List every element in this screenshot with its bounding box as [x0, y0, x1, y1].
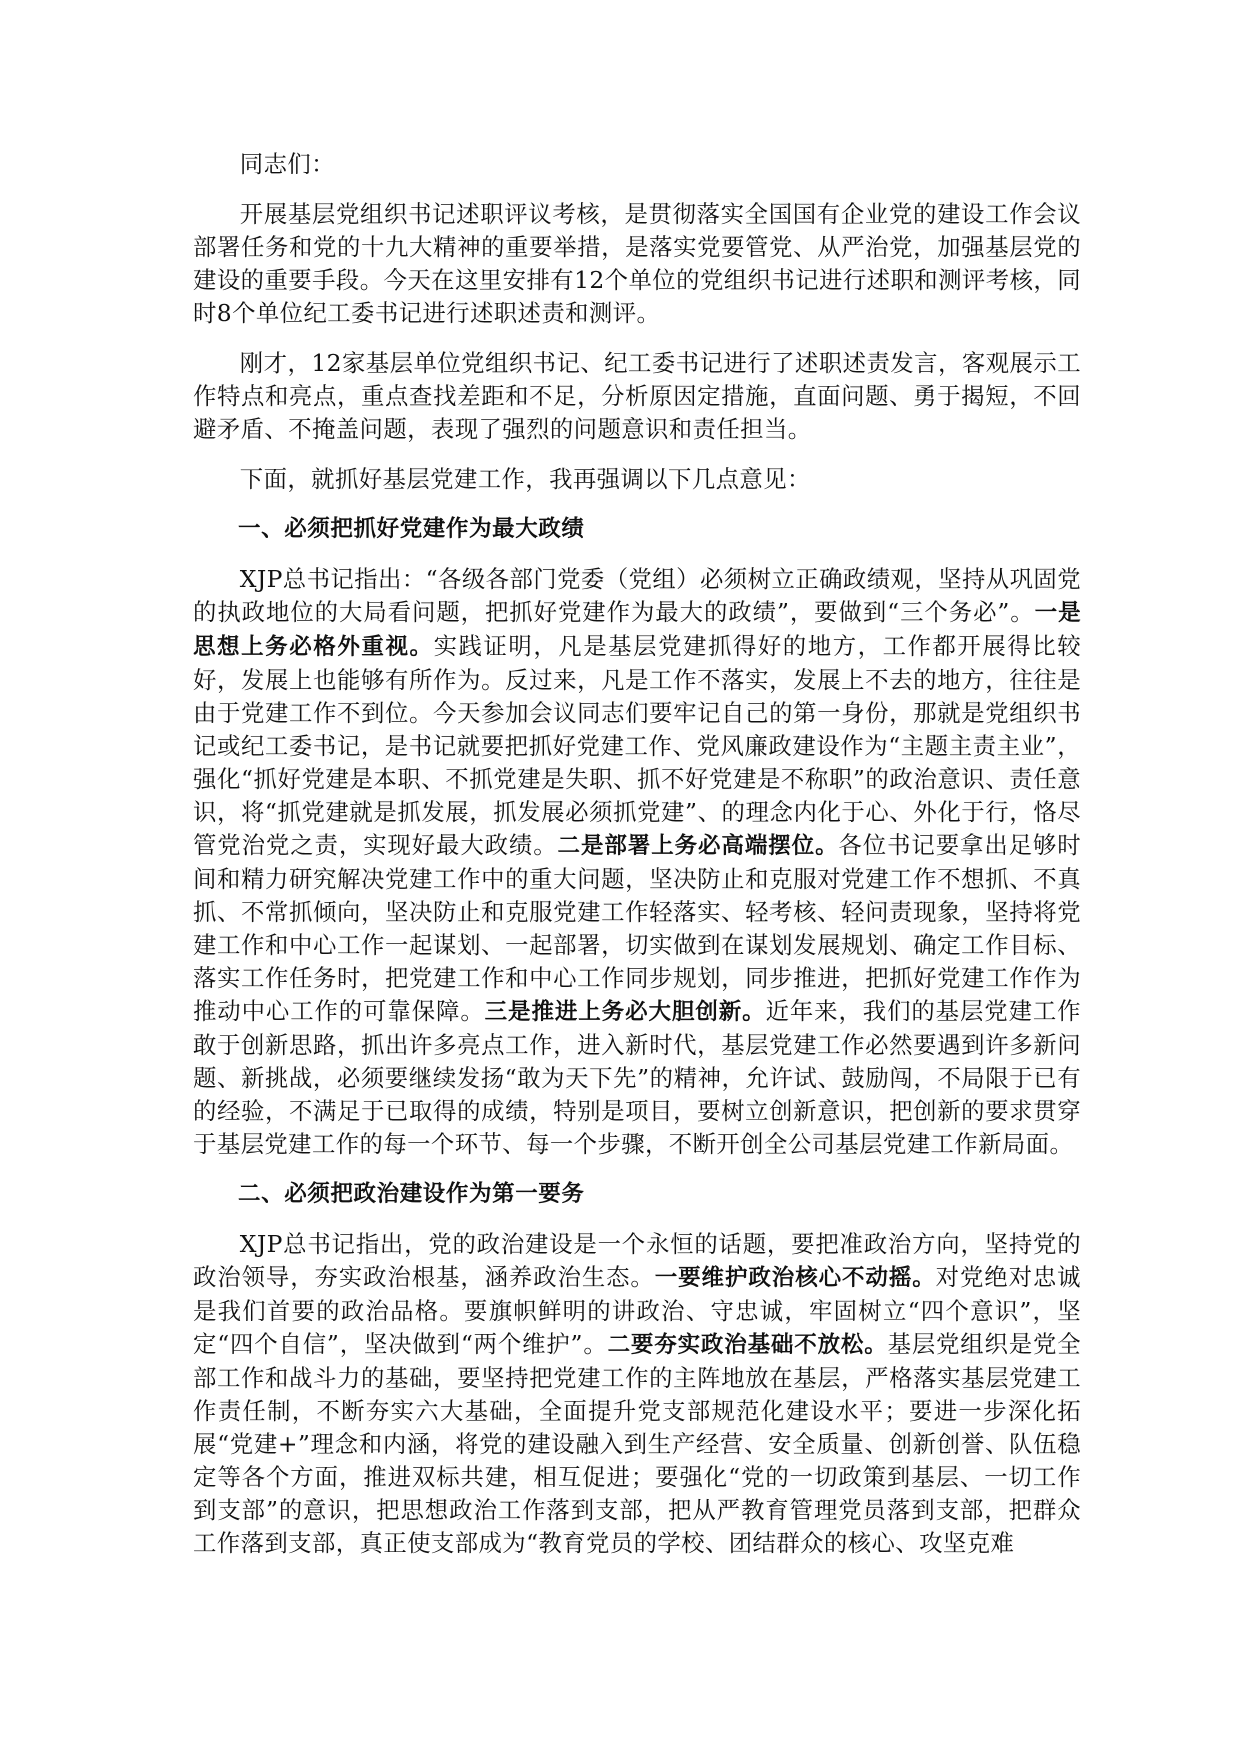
intro-paragraph-1: 开展基层党组织书记述职评议考核，是贯彻落实全国国有企业党的建设工作会议部署任务和党的十九大精神的重要举措，是落实党要管党、从严治党，加强基层党的建设的重要手段。今天在这里安排有12个单位的党组织书记进行述职和测评考核，同时8个单位纪工委书记进行述职述责和测评。 — [193, 200, 1081, 327]
section-1-text-4: 近年来，我们的基层党建工作敢于创新思路，抓出许多亮点工作，进入新时代，基层党建工作必然要遇到许多新问题、新挑战，必须要继续发扬“敢为天下先”的精神，允许试、鼓励闯，不局限于已有的经验，不满足于已取得的成绩，特别是项目，要树立创新意识，把创新的要求贯穿于基层党建工作的每一个环节、每一个步骤，不断开创全公司基层党建工作新局面。 — [193, 997, 1081, 1158]
section-2-text-2: 对党绝对忠诚是我们首要的政治品格。要旗帜鲜明的讲政治、守忠诚，牢固树立“四个意识”，坚定“四个自信”，坚决做到“两个维护”。 — [193, 1263, 1081, 1358]
section-2-heading: 二、必须把政治建设作为第一要务 — [238, 1181, 585, 1207]
section-1-point-2: 二是部署上务必高端摆位。 — [557, 833, 839, 859]
section-2-text-3: 基层党组织是党全部工作和战斗力的基础，要坚持把党建工作的主阵地放在基层，严格落实基层党建工作责任制，不断夯实六大基础，全面提升党支部规范化建设水平；要进一步深化拓展“党建+”理念和内涵，将党的建设融入到生产经营、安全质量、创新创誉、队伍稳定等各个方面，推进双标共建，相互促进；要强化“党的一切政策到基层、一切工作到支部”的意识，把思想政治工作落到支部，把从严教育管理党员落到支部，把群众工作落到支部，真正使支部成为“教育党员的学校、团结群众的核心、攻坚克难 — [193, 1330, 1081, 1557]
section-1-point-3: 三是推进上务必大胆创新。 — [484, 999, 766, 1025]
section-2-point-2: 二要夯实政治基础不放松。 — [607, 1332, 888, 1358]
document-page — [193, 148, 1081, 1577]
section-2-text-1: XJP总书记指出，党的政治建设是一个永恒的话题，要把准政治方向，坚持党的政治领导，夯实政治根基，涵养政治生态。 — [193, 1230, 1081, 1291]
intro-paragraph-2: 刚才，12家基层单位党组织书记、纪工委书记进行了述职述责发言，客观展示工作特点和亮点，重点查找差距和不足，分析原因定措施，直面问题、勇于揭短，不回避矛盾、不掩盖问题，表现了强烈的问题意识和责任担当。 — [193, 349, 1081, 443]
salutation: 同志们： — [239, 150, 335, 178]
section-1-body — [193, 563, 1081, 1161]
section-2-body — [193, 1228, 1081, 1560]
section-1-text-3: 各位书记要拿出足够时间和精力研究解决党建工作中的重大问题，坚决防止和克服对党建工作不想抓、不真抓、不常抓倾向，坚决防止和克服党建工作轻落实、轻考核、轻问责现象，坚持将党建工作和中心工作一起谋划、一起部署，切实做到在谋划发展规划、确定工作目标、落实工作任务时，把党建工作和中心工作同步规划，同步推进，把抓好党建工作作为推动中心工作的可靠保障。 — [193, 831, 1082, 1025]
section-1-text-1: XJP总书记指出：“各级各部门党委（党组）必须树立正确政绩观，坚持从巩固党的执政地位的大局看问题，把抓好党建作为最大的政绩”，要做到“三个务必”。 — [193, 565, 1081, 626]
section-1-heading: 一、必须把抓好党建作为最大政绩 — [238, 516, 585, 542]
intro-paragraph-3: 下面，就抓好基层党建工作，我再强调以下几点意见： — [239, 465, 811, 493]
section-1-point-1: 一是思想上务必格外重视。 — [193, 600, 1081, 660]
section-2-point-1: 一要维护政治核心不动摇。 — [654, 1265, 936, 1291]
section-1-text-2: 实践证明，凡是基层党建抓得好的地方，工作都开展得比较好，发展上也能够有所作为。反过来，凡是工作不落实，发展上不去的地方，往往是由于党建工作不到位。今天参加会议同志们要牢记自己的第一身份，那就是党组织书记或纪工委书记，是书记就要把抓好党建工作、党风廉政建设作为“主题主责主业”，强化“抓好党建是本职、不抓党建是失职、抓不好党建是不称职”的政治意识、责任意识，将“抓党建就是抓发展，抓发展必须抓党建”、的理念内化于心、外化于行，恪尽管党治党之责，实现好最大政绩。 — [193, 632, 1081, 859]
